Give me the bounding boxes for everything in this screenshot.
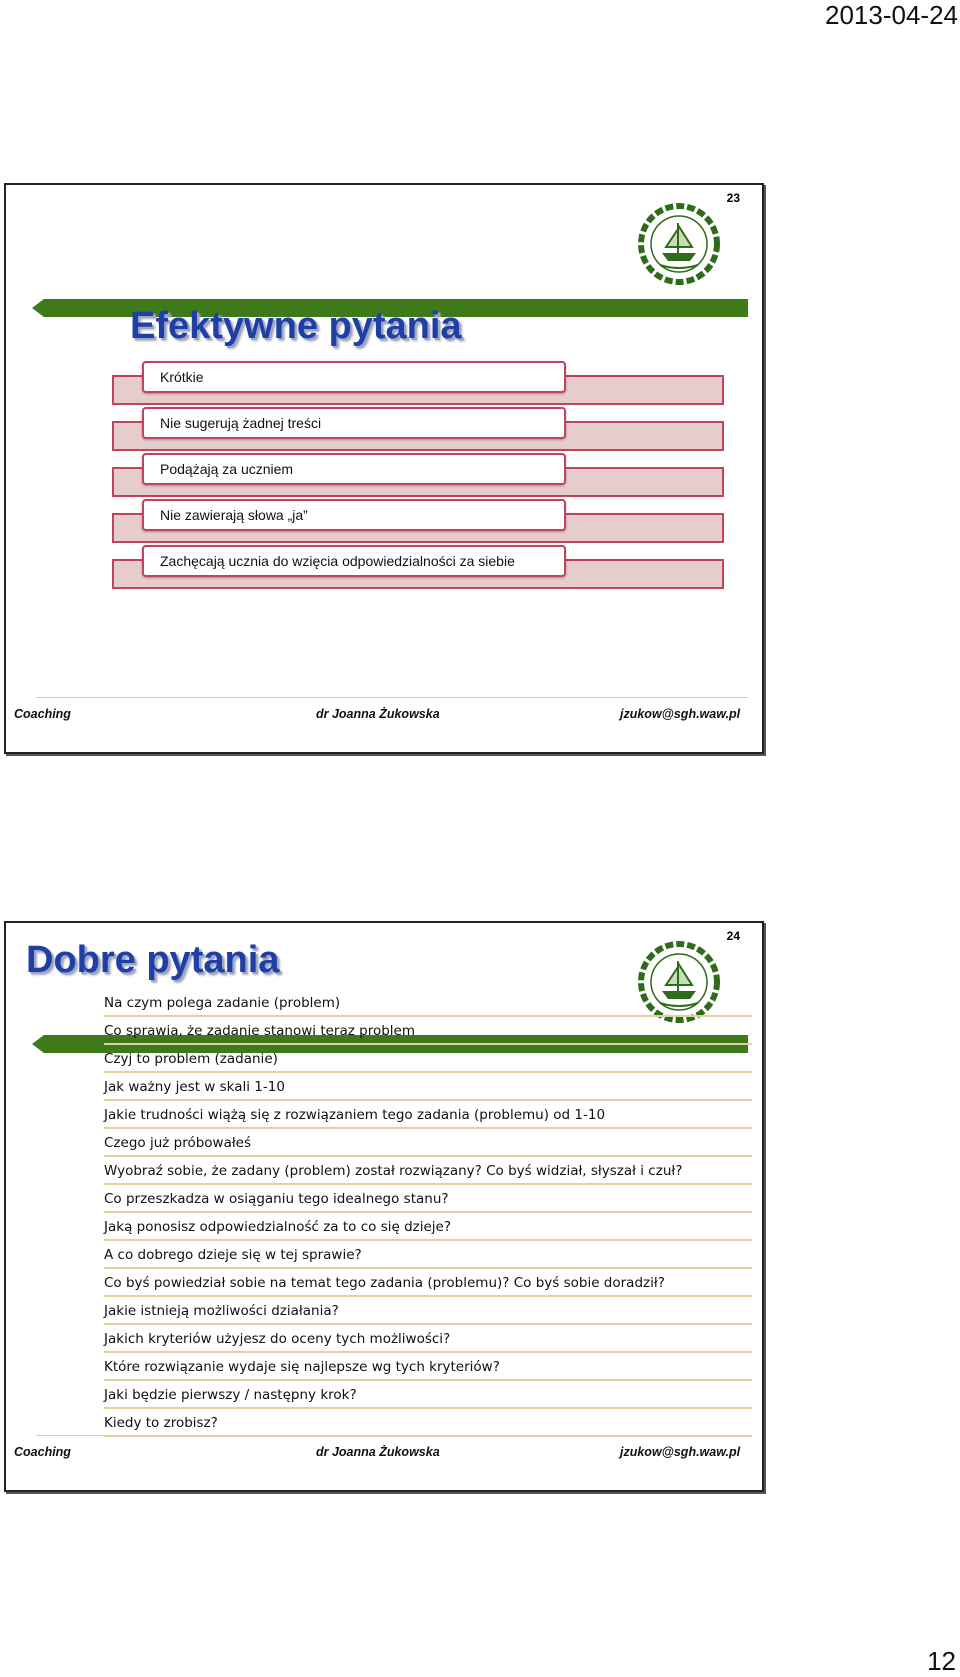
footer-course: Coaching xyxy=(14,1445,71,1459)
list-item: Jaki będzie pierwszy / następny krok? xyxy=(104,1381,752,1409)
green-band-tip xyxy=(32,299,44,317)
list-item: Czyj to problem (zadanie) xyxy=(104,1045,752,1073)
page-number: 12 xyxy=(927,1646,956,1676)
list-item-label: Nie zawierają słowa „ja” xyxy=(142,499,566,531)
list-item xyxy=(6,361,762,409)
slide-24 xyxy=(4,921,764,1492)
footer-author: dr Joanna Żukowska xyxy=(316,707,440,721)
slide-title: Dobre pytania xyxy=(26,939,280,981)
footer-divider xyxy=(36,697,748,698)
question-list xyxy=(104,989,752,1437)
list-item: Jak ważny jest w skali 1-10 xyxy=(104,1073,752,1101)
list-item-label: Krótkie xyxy=(142,361,566,393)
green-band-tip xyxy=(32,1035,44,1053)
list-item-label: Podążają za uczniem xyxy=(142,453,566,485)
page-date: 2013-04-24 xyxy=(825,0,958,30)
list-item: Jakie istnieją możliwości działania? xyxy=(104,1297,752,1325)
footer-course: Coaching xyxy=(14,707,71,721)
slide-number: 24 xyxy=(726,929,740,943)
slide-title: Efektywne pytania xyxy=(130,305,462,347)
list-item-label: Nie sugerują żadnej treści xyxy=(142,407,566,439)
footer-email: jzukow@sgh.waw.pl xyxy=(620,707,741,721)
list-item: Które rozwiązanie wydaje się najlepsze wg tych kryteriów? xyxy=(104,1353,752,1381)
slide-23 xyxy=(4,183,764,754)
list-item xyxy=(6,407,762,455)
list-item: Co byś powiedział sobie na temat tego zadania (problemu)? Co byś sobie doradził? xyxy=(104,1269,752,1297)
list-item: A co dobrego dzieje się w tej sprawie? xyxy=(104,1241,752,1269)
list-item xyxy=(6,545,762,593)
list-item: Kiedy to zrobisz? xyxy=(104,1409,752,1437)
list-item: Czego już próbowałeś xyxy=(104,1129,752,1157)
list-item: Jakich kryteriów użyjesz do oceny tych możliwości? xyxy=(104,1325,752,1353)
list-item: Co sprawia, że zadanie stanowi teraz problem xyxy=(104,1017,752,1045)
list-item: Jakie trudności wiążą się z rozwiązaniem tego zadania (problemu) od 1-10 xyxy=(104,1101,752,1129)
list-item xyxy=(6,453,762,501)
sgh-university-seal-icon xyxy=(634,201,724,287)
slide-number: 23 xyxy=(726,191,740,205)
list-item-label: Zachęcają ucznia do wzięcia odpowiedzialności za siebie xyxy=(142,545,566,577)
list-item: Co przeszkadza w osiąganiu tego idealnego stanu? xyxy=(104,1185,752,1213)
footer-email: jzukow@sgh.waw.pl xyxy=(620,1445,741,1459)
footer-divider xyxy=(36,1435,748,1436)
list-item xyxy=(6,499,762,547)
list-item: Jaką ponosisz odpowiedzialność za to co się dzieje? xyxy=(104,1213,752,1241)
list-item: Na czym polega zadanie (problem) xyxy=(104,989,752,1017)
footer-author: dr Joanna Żukowska xyxy=(316,1445,440,1459)
list-item: Wyobraź sobie, że zadany (problem) został rozwiązany? Co byś widział, słyszał i czuł? xyxy=(104,1157,752,1185)
